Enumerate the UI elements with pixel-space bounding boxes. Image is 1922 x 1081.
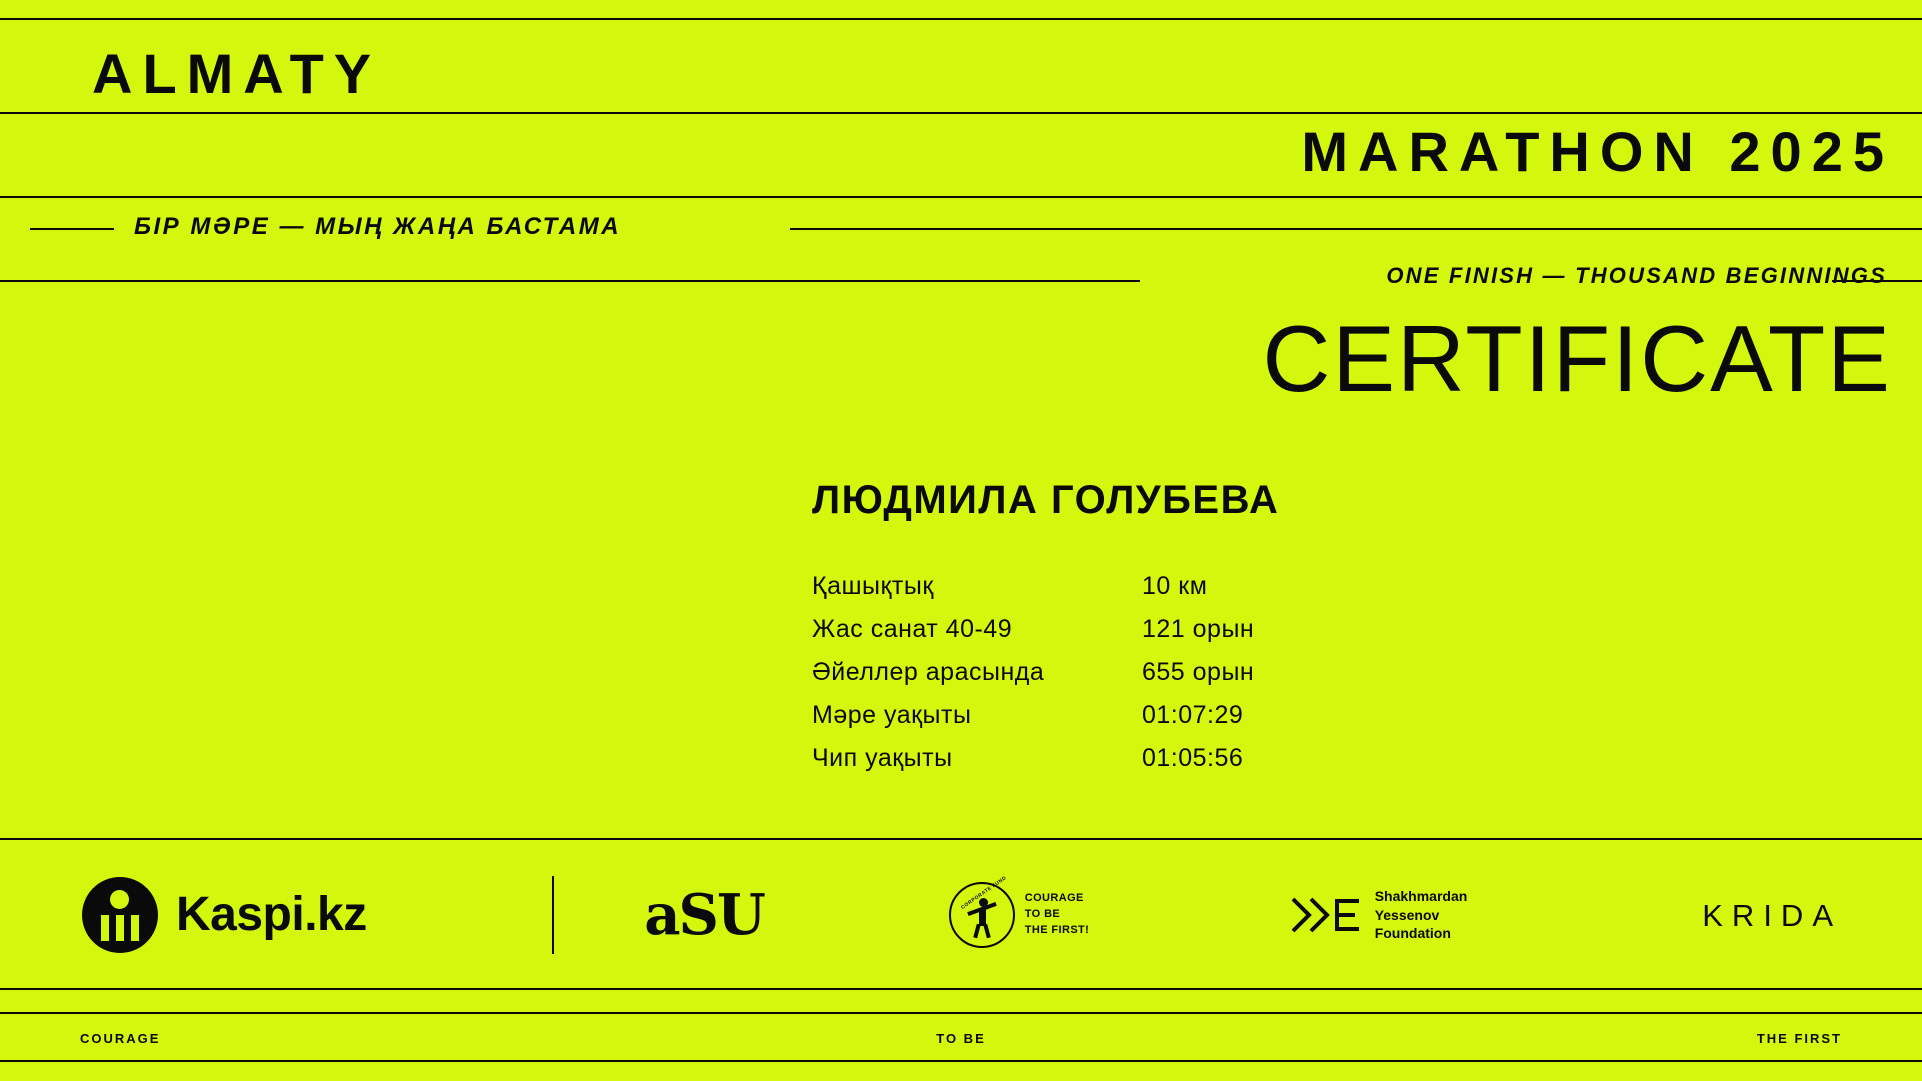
result-value: 655 орын: [1142, 658, 1255, 686]
result-value: 01:07:29: [1142, 701, 1244, 729]
yessenov-line-2: Yessenov: [1374, 906, 1440, 923]
rule-footer-top: [0, 1012, 1922, 1014]
footer-center-text: TO BE: [936, 1030, 986, 1046]
sponsor-krida: [1574, 845, 1922, 985]
rule-tagline-en-left: [0, 280, 1140, 282]
result-value: 01:05:56: [1142, 744, 1244, 772]
result-value: 10 км: [1142, 572, 1208, 600]
rule-below-sponsors: [0, 988, 1922, 990]
table-row: [812, 572, 1612, 601]
yessenov-line-3: Foundation: [1374, 925, 1451, 942]
city-title: ALMATY: [92, 42, 382, 105]
rule-under-marathon: [0, 196, 1922, 198]
footer-left-text: COURAGE: [80, 1030, 161, 1046]
sponsor-asu: [554, 845, 854, 985]
asu-wordmark: aSU: [644, 882, 764, 948]
result-value: 121 орын: [1142, 615, 1255, 643]
tagline-english: ONE FINISH — THOUSAND BEGINNINGS: [1386, 263, 1887, 288]
courage-fund-ring-text: CORPORATE FUND: [959, 875, 1008, 911]
rule-under-almaty: [0, 112, 1922, 114]
courage-fund-line-2: TO BE: [1024, 908, 1061, 921]
result-label: Әйеллер арасында: [812, 658, 1045, 686]
kaspi-logo-icon: [82, 877, 158, 953]
courage-fund-line-3: THE FIRST!: [1024, 923, 1090, 936]
rule-top: [0, 18, 1922, 20]
results-table: [812, 572, 1612, 787]
athlete-name: ЛЮДМИЛА ГОЛУБЕВА: [812, 478, 1280, 522]
rule-tagline-kz-left: [30, 228, 114, 230]
rule-above-sponsors: [0, 838, 1922, 840]
courage-fund-logo-icon: [949, 875, 1015, 948]
kaspi-wordmark: Kaspi.kz: [176, 888, 367, 941]
table-row: [812, 658, 1612, 687]
table-row: [812, 701, 1612, 730]
result-label: Жас санат 40-49: [812, 615, 1013, 643]
footer-right-text: THE FIRST: [1756, 1030, 1842, 1046]
sponsor-courage-fund: [854, 845, 1184, 985]
page-title: CERTIFICATE: [1262, 306, 1892, 411]
result-label: Қашықтық: [812, 572, 934, 600]
rule-bottom: [0, 1060, 1922, 1062]
result-label: Мәре уақыты: [812, 701, 972, 729]
footer: [0, 1020, 1922, 1056]
table-row: [812, 744, 1612, 773]
sponsor-kaspi: [0, 845, 552, 985]
yessenov-logo-icon: [1291, 893, 1361, 937]
result-label: Чип уақыты: [812, 744, 953, 772]
krida-wordmark: KRIDA: [1702, 897, 1842, 933]
table-row: [812, 615, 1612, 644]
sponsor-yessenov-foundation: [1184, 845, 1574, 985]
courage-fund-line-1: COURAGE: [1024, 892, 1084, 905]
yessenov-line-1: Shakhmardan: [1374, 887, 1468, 904]
sponsor-strip: [0, 845, 1922, 985]
event-title: MARATHON 2025: [1301, 120, 1894, 183]
rule-tagline-kz-right: [790, 228, 1922, 230]
tagline-kazakh: БІР МӘРЕ — МЫҢ ЖАҢА БАСТАМА: [134, 213, 622, 240]
